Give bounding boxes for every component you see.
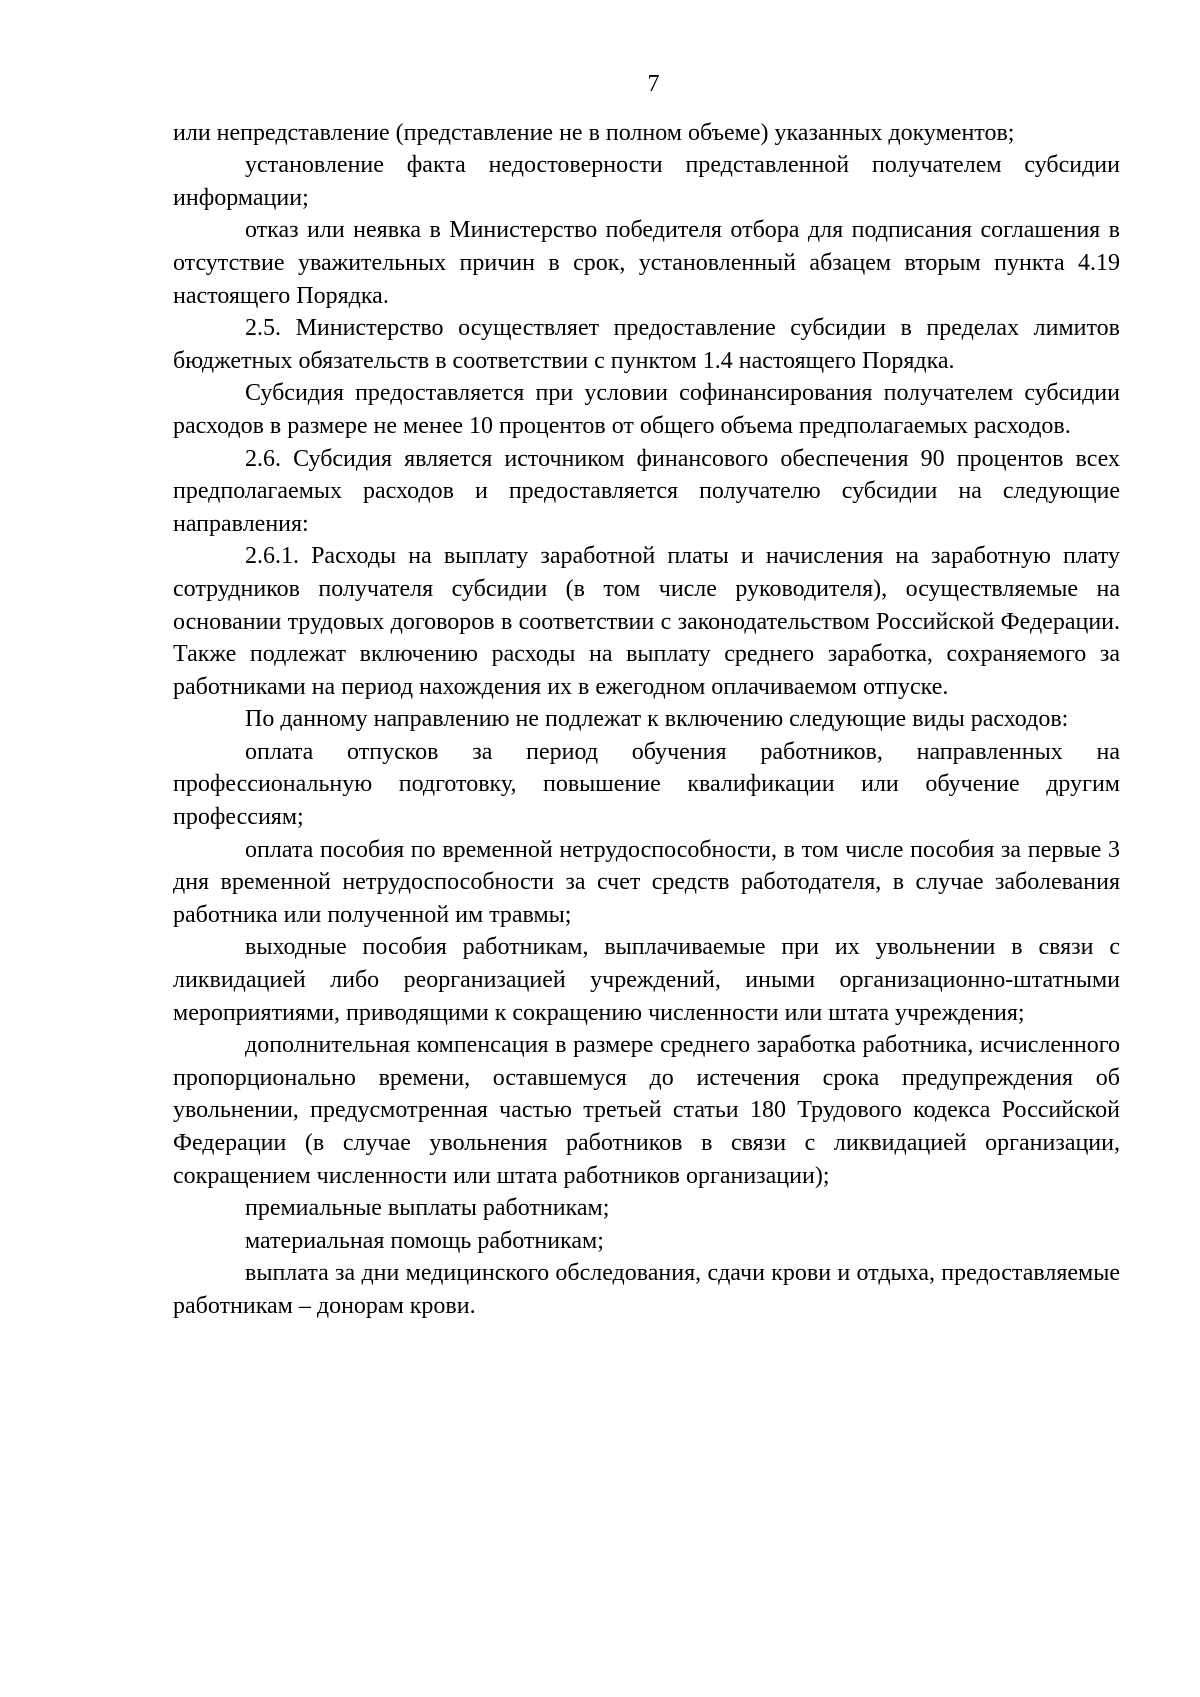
paragraph-severance: выходные пособия работникам, выплачиваемые при их увольнении в связи с ликвидацией либо реорганизацией учреждений, иными организационно-штатными мероприятиями, приводящими к сокращению численности или штата учреждения;	[173, 934, 1120, 1026]
page-number: 7	[647, 71, 660, 97]
paragraph-2-6: 2.6. Субсидия является источником финансового обеспечения 90 процентов всех предполагаемых расходов и предоставляется получателю субсидии на следующие направления:	[173, 445, 1120, 537]
paragraph-material-aid: материальная помощь работникам;	[245, 1227, 604, 1254]
paragraph-bonuses: премиальные выплаты работникам;	[245, 1195, 610, 1222]
paragraph-2-5: 2.5. Министерство осуществляет предоставление субсидии в пределах лимитов бюджетных обязательств в соответствии с пунктом 1.4 настоящего Порядка.	[173, 315, 1120, 374]
paragraph-unreliable-info: установление факта недостоверности представленной получателем субсидии информации;	[173, 152, 1120, 211]
paragraph-additional-compensation: дополнительная компенсация в размере среднего заработка работника, исчисленного пропорционально времени, оставшемуся до истечения срока предупреждения об увольнении, предусмотренная частью третьей статьи 180 Трудового кодекса Российской Федерации (в случае увольнения работников в связи с ликвидацией организации, сокращением численности или штата работников организации);	[173, 1032, 1120, 1189]
paragraph-sick-pay: оплата пособия по временной нетрудоспособности, в том числе пособия за первые 3 дня временной нетрудоспособности за счет средств работодателя, в случае заболевания работника или полученной им травмы;	[173, 836, 1120, 928]
paragraph-study-leave: оплата отпусков за период обучения работников, направленных на профессиональную подготовку, повышение квалификации или обучение другим профессиям;	[173, 738, 1120, 831]
paragraph-documents-not-submitted: или непредставление (представление не в полном объеме) указанных документов;	[173, 119, 1015, 146]
paragraph-refusal-to-sign: отказ или неявка в Министерство победителя отбора для подписания соглашения в отсутствие уважительных причин в срок, установленный абзацем вторым пункта 4.19 настоящего Порядка.	[173, 217, 1120, 309]
paragraph-cofinancing: Субсидия предоставляется при условии софинансирования получателем субсидии расходов в размере не менее 10 процентов от общего объема предполагаемых расходов.	[173, 380, 1120, 439]
paragraph-excluded-expenses-intro: По данному направлению не подлежат к включению следующие виды расходов:	[245, 706, 1069, 733]
paragraph-donor-days: выплата за дни медицинского обследования, сдачи крови и отдыха, предоставляемые работникам – донорам крови.	[173, 1260, 1120, 1319]
paragraph-2-6-1: 2.6.1. Расходы на выплату заработной платы и начисления на заработную плату сотрудников получателя субсидии (в том числе руководителя), осуществляемые на основании трудовых договоров в соответствии с законодательством Российской Федерации. Также подлежат включению расходы на выплату среднего заработка, сохраняемого за работниками на период нахождения их в ежегодном оплачиваемом отпуске.	[173, 543, 1120, 700]
